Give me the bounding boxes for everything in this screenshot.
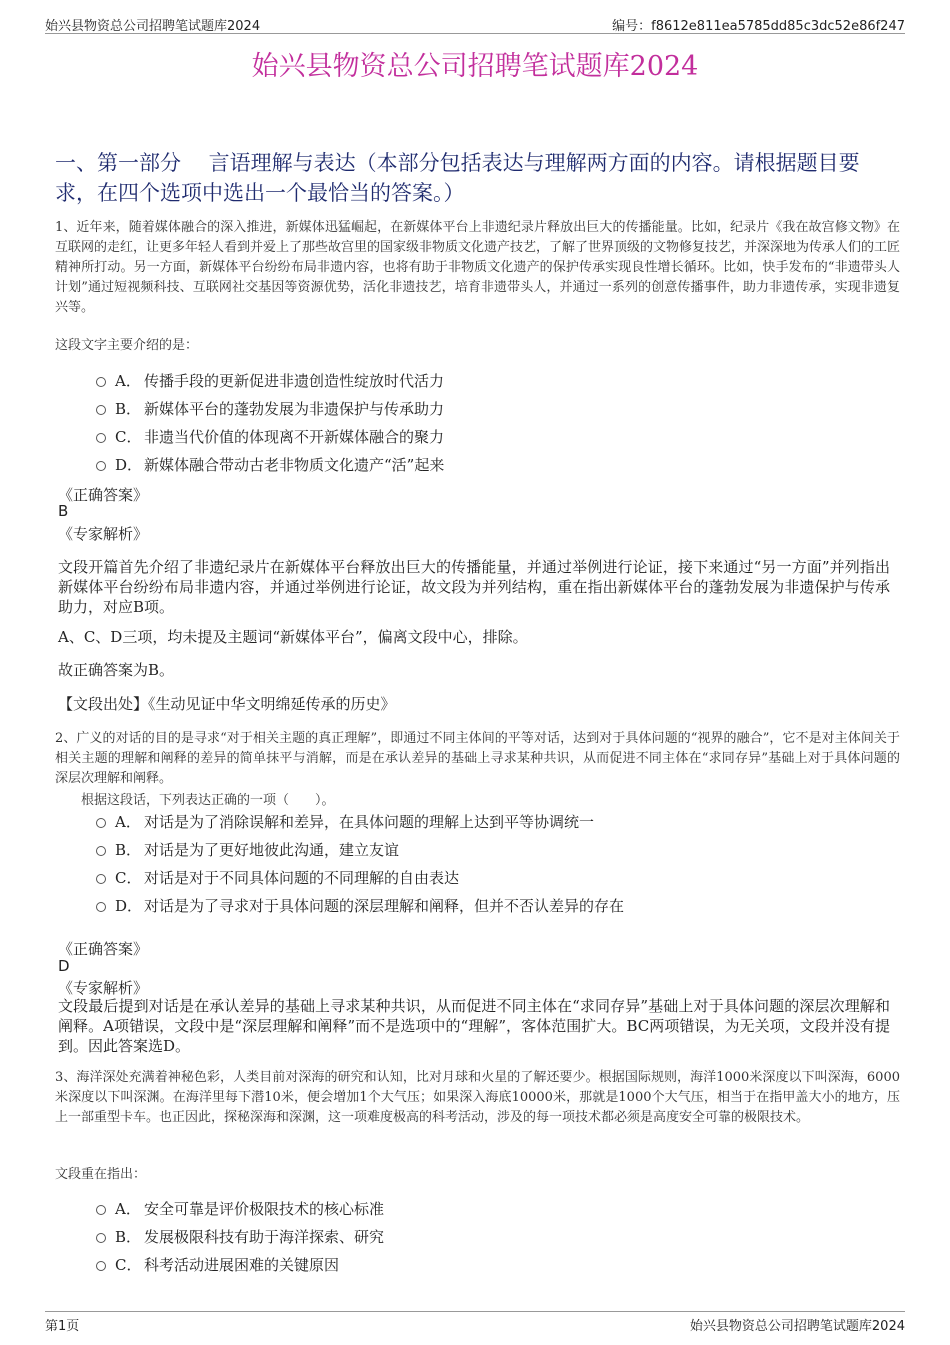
option-letter: A．: [115, 812, 141, 831]
question-2-option-a[interactable]: [96, 811, 594, 831]
question-2-option-b[interactable]: [96, 839, 399, 859]
question-2-option-c[interactable]: [96, 867, 459, 887]
question-1-analysis-p2: A、C、D三项，均未提及主题词“新媒体平台”，偏离文段中心，排除。: [58, 628, 528, 646]
question-3-prompt: 文段重在指出：: [55, 1167, 147, 1182]
radio-icon[interactable]: [96, 377, 106, 387]
question-2-answer: D: [58, 957, 70, 975]
question-1-stem: 1、近年来，随着媒体融合的深入推进，新媒体迅猛崛起，在新媒体平台上非遗纪录片释放出巨大的传播能量。比如，纪录片《我在故宫修文物》在互联网的走红，让更多年轻人看到并爱上了那些故宫里的国家级非物质文化遗产技艺，了解了世界顶级的文物修复技艺，并深深地为传承人们的工匠精神所打动。另一方面，新媒体平台纷纷布局非遗内容，也将有助于非物质文化遗产的保护传承实现良性增长循环。比如，快手发布的“非遗带头人计划”通过短视频科技、互联网社交基因等资源优势，活化非遗技艺，培育非遗带头人，并通过一系列的创意传播事件，助力非遗传承，实现非遗复兴等。: [55, 220, 901, 315]
option-text: 对话是为了更好地彼此沟通，建立友谊: [144, 840, 400, 859]
question-1-answer-label: 《正确答案》: [58, 486, 149, 504]
option-text: 发展极限科技有助于海洋探索、研究: [144, 1227, 385, 1246]
question-2-prompt: 根据这段话，下列表达正确的一项（ ）。: [81, 793, 335, 808]
question-1-analysis-label: 《专家解析》: [58, 525, 149, 543]
header-doc-code: [612, 15, 905, 34]
radio-icon[interactable]: [96, 433, 106, 443]
question-3-option-a[interactable]: [96, 1198, 384, 1218]
option-text: 传播手段的更新促进非遗创造性绽放时代活力: [144, 371, 445, 390]
option-letter: B．: [115, 399, 142, 418]
footer-page-value: 1: [58, 1319, 67, 1334]
option-letter: C．: [115, 1255, 142, 1274]
option-letter: D．: [115, 896, 143, 915]
question-1-option-a[interactable]: [96, 370, 444, 390]
footer-page-number: [45, 1315, 79, 1334]
header-rule: [45, 33, 905, 34]
option-text: 安全可靠是评价极限技术的核心标准: [144, 1199, 385, 1218]
question-2-answer-label: 《正确答案》: [58, 940, 149, 958]
option-text: 对话是对于不同具体问题的不同理解的自由表达: [144, 868, 460, 887]
option-text: 对话是为了消除误解和差异，在具体问题的理解上达到平等协调统一: [144, 812, 595, 831]
header-code-label: 编号：: [612, 19, 652, 34]
radio-icon[interactable]: [96, 874, 106, 884]
question-1-prompt: 这段文字主要介绍的是：: [55, 338, 199, 353]
option-letter: C．: [115, 427, 142, 446]
option-letter: B．: [115, 1227, 142, 1246]
option-text: 对话是为了寻求对于具体问题的深层理解和阐释，但并不否认差异的存在: [144, 896, 625, 915]
option-letter: A．: [115, 1199, 141, 1218]
header-code-value: f8612e811ea5785dd85c3dc52e86f247: [651, 19, 905, 34]
radio-icon[interactable]: [96, 1233, 106, 1243]
radio-icon[interactable]: [96, 461, 106, 471]
option-text: 新媒体平台的蓬勃发展为非遗保护与传承助力: [144, 399, 445, 418]
question-2-option-d[interactable]: [96, 895, 624, 915]
footer-page-post: 页: [66, 1319, 80, 1334]
footer-page-pre: 第: [45, 1319, 59, 1334]
radio-icon[interactable]: [96, 1261, 106, 1271]
option-text: 非遗当代价值的体现离不开新媒体融合的聚力: [144, 427, 445, 446]
question-1-analysis-p1: 文段开篇首先介绍了非遗纪录片在新媒体平台释放出巨大的传播能量，并通过举例进行论证，接下来通过“另一方面”并列指出新媒体平台纷纷布局非遗内容，并通过举例进行论证，故文段为并列结构，重在指出新媒体平台的蓬勃发展为非遗保护与传承助力，对应B项。: [58, 558, 890, 616]
radio-icon[interactable]: [96, 405, 106, 415]
question-1-option-c[interactable]: [96, 426, 444, 446]
question-3-option-b[interactable]: [96, 1226, 384, 1246]
radio-icon[interactable]: [96, 1205, 106, 1215]
question-3-option-c[interactable]: [96, 1254, 339, 1274]
question-2-stem: 2、广义的对话的目的是寻求“对于相关主题的真正理解”，即通过不同主体间的平等对话，达到对于具体问题的“视界的融合”，它不是对主体间关于相关主题的理解和阐释的差异的简单抹平与消解，而是在承认差异的基础上寻求某种共识，从而促进不同主体在“求同存异”基础上对于具体问题的深层次理解和阐释。: [55, 731, 900, 786]
header-doc-title: 始兴县物资总公司招聘笔试题库2024: [45, 19, 261, 34]
option-letter: A．: [115, 371, 141, 390]
question-1-source: 【文段出处】《生动见证中华文明绵延传承的历史》: [58, 695, 396, 713]
option-letter: C．: [115, 868, 142, 887]
footer-rule: [45, 1311, 905, 1312]
option-letter: D．: [115, 455, 143, 474]
question-1-option-d[interactable]: [96, 454, 444, 474]
question-1-answer: B: [58, 502, 69, 520]
question-2-analysis-label: 《专家解析》: [58, 979, 149, 997]
radio-icon[interactable]: [96, 818, 106, 828]
question-1-option-b[interactable]: [96, 398, 444, 418]
radio-icon[interactable]: [96, 902, 106, 912]
question-3-stem: 3、海洋深处充满着神秘色彩，人类目前对深海的研究和认知，比对月球和火星的了解还要少。根据国际规则，海洋1000米深度以下叫深海，6000米深度以下叫深渊。在海洋里每下潜10米，便会增加1个大气压；如果深入海底10000米，那就是1000个大气压，相当于在指甲盖大小的地方，压上一部重型卡车。也正因此，探秘深海和深渊，这一项难度极高的科考活动，涉及的每一项技术都必须是高度安全可靠的极限技术。: [55, 1070, 900, 1125]
footer-doc-title: 始兴县物资总公司招聘笔试题库2024: [689, 1319, 905, 1334]
option-text: 科考活动进展困难的关键原因: [144, 1255, 340, 1274]
option-letter: B．: [115, 840, 142, 859]
section-heading: 一、第一部分 言语理解与表达（本部分包括表达与理解两方面的内容。请根据题目要求，在四个选项中选出一个最恰当的答案。）: [55, 151, 860, 205]
question-2-analysis: 文段最后提到对话是在承认差异的基础上寻求某种共识，从而促进不同主体在“求同存异”基础上对于具体问题的深层次理解和阐释。A项错误，文段中是“深层理解和阐释”而不是选项中的“理解”，客体范围扩大。BC两项错误，为无关项，文段并没有提到。因此答案选D。: [58, 997, 890, 1055]
page-title: 始兴县物资总公司招聘笔试题库2024: [251, 51, 699, 82]
radio-icon[interactable]: [96, 846, 106, 856]
option-text: 新媒体融合带动古老非物质文化遗产“活”起来: [144, 455, 445, 474]
question-1-analysis-p3: 故正确答案为B。: [58, 661, 175, 679]
